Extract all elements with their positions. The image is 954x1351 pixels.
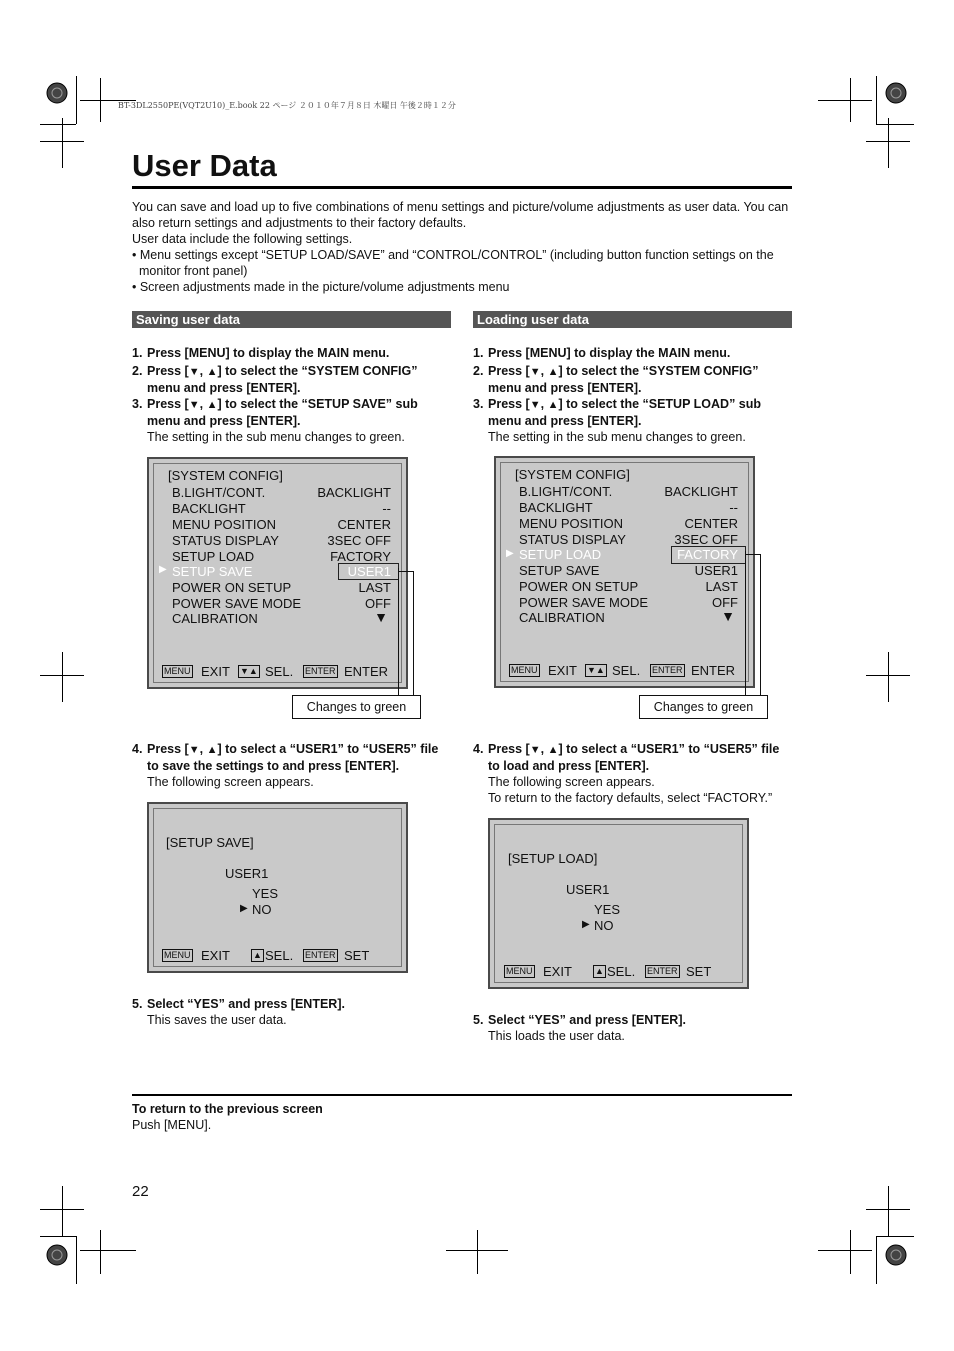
menu-value: FACTORY (330, 549, 391, 564)
menu-item: POWER SAVE MODE (172, 596, 302, 611)
sel-label: SEL. (265, 948, 294, 963)
confirm-title: [SETUP SAVE] (166, 835, 254, 850)
enter-label: ENTER (691, 663, 736, 678)
registration-circle-icon (885, 1244, 907, 1266)
menu-item: BACKLIGHT (172, 501, 246, 516)
menu-item-selected: SETUP LOAD (519, 547, 602, 562)
menu-item: SETUP LOAD (172, 549, 255, 564)
exit-label: EXIT (201, 948, 230, 963)
exit-label: EXIT (201, 664, 230, 679)
option-no: NO (252, 902, 272, 917)
cursor-icon: ▶ (506, 548, 514, 559)
exit-label: EXIT (548, 663, 577, 678)
page-number: 22 (132, 1183, 149, 1200)
callout-line (760, 554, 761, 695)
updown-key-icon: ▼▲ (587, 665, 605, 675)
load-step-5: 5. Select “YES” and press [ENTER]. This loads the user data. (473, 1013, 686, 1043)
down-arrow-icon: ▼ (188, 399, 200, 411)
screen-title: [SYSTEM CONFIG] (168, 468, 283, 483)
menu-item: MENU POSITION (519, 516, 624, 531)
down-arrow-icon: ▼ (529, 399, 541, 411)
menu-item: STATUS DISPLAY (519, 532, 626, 547)
up-arrow-icon: ▲ (547, 366, 559, 378)
enter-label: ENTER (344, 664, 389, 679)
callout-line (745, 554, 760, 555)
intro-paragraph: You can save and load up to five combinations of menu settings and picture/volume adjustments as user data. You can also return settings and adjustments to their factory defaults. (132, 200, 789, 230)
menu-value: OFF (365, 596, 391, 611)
title-rule (132, 186, 792, 189)
menu-item: MENU POSITION (172, 517, 277, 532)
menu-value: USER1 (694, 563, 738, 578)
page-title: User Data (132, 148, 277, 183)
save-menu-screen (147, 457, 408, 689)
menu-value: -- (382, 501, 391, 516)
save-confirm-screen (147, 802, 408, 973)
registration-circle-icon (46, 1244, 68, 1266)
menu-value: OFF (712, 595, 738, 610)
menu-item-selected: SETUP SAVE (172, 564, 253, 579)
enter-key-label: ENTER (647, 966, 678, 976)
menu-item: CALIBRATION (519, 610, 605, 625)
updown-key-icon: ▼▲ (240, 666, 258, 676)
menu-value: 3SEC OFF (327, 533, 391, 548)
up-arrow-icon: ▲ (547, 399, 559, 411)
menu-key-label: MENU (164, 666, 191, 676)
callout-line (398, 571, 413, 572)
save-step-3: 3. Press [▼, ▲] to select the “SETUP SAVE” sub menu and press [ENTER]. The setting in the sub menu changes to green. (132, 397, 418, 444)
set-label: SET (344, 948, 370, 963)
intro-bullet: • Screen adjustments made in the picture/volume adjustments menu (132, 280, 510, 294)
footer-rule (132, 1094, 792, 1096)
load-step-4: 4. Press [▼, ▲] to select a “USER1” to “USER5” file to load and press [ENTER]. The following screen appears. To return to the factory defaults, select “FACTORY.” (473, 742, 780, 805)
menu-item: SETUP SAVE (519, 563, 600, 578)
down-arrow-icon: ▼ (529, 366, 541, 378)
load-menu-screen (494, 456, 755, 688)
option-no: NO (594, 918, 614, 933)
down-arrow-icon: ▼ (188, 366, 200, 378)
load-confirm-screen (488, 818, 749, 989)
up-arrow-icon: ▲ (206, 399, 218, 411)
menu-key-label: MENU (164, 950, 191, 960)
section-heading-load: Loading user data (473, 311, 792, 328)
enter-key-label: ENTER (305, 950, 336, 960)
intro-paragraph: User data include the following settings. (132, 232, 353, 246)
menu-value: LAST (705, 579, 738, 594)
save-step-5: 5. Select “YES” and press [ENTER]. This saves the user data. (132, 997, 345, 1027)
exit-label: EXIT (543, 964, 572, 979)
menu-value: -- (729, 500, 738, 515)
option-yes: YES (594, 902, 621, 917)
menu-key-label: MENU (511, 665, 538, 675)
menu-item: CALIBRATION (172, 611, 258, 626)
save-callout: Changes to green (292, 695, 421, 719)
up-key-icon: ▲ (253, 950, 262, 960)
menu-item: B.LIGHT/CONT. (172, 485, 266, 500)
menu-item: B.LIGHT/CONT. (519, 484, 613, 499)
down-arrow-icon: ▼ (529, 744, 541, 756)
enter-key-label: ENTER (652, 665, 683, 675)
save-step-4: 4. Press [▼, ▲] to select a “USER1” to “USER5” file to save the settings to and press [ENTER]. The following screen appears. (132, 742, 439, 789)
confirm-title: [SETUP LOAD] (508, 851, 598, 866)
menu-value: BACKLIGHT (317, 485, 391, 500)
footer-heading: To return to the previous screen (132, 1102, 323, 1116)
file-name: USER1 (566, 882, 610, 897)
cursor-icon: ▶ (582, 919, 590, 930)
menu-value-selected: USER1 (347, 564, 391, 579)
up-arrow-icon: ▲ (547, 744, 559, 756)
menu-value: CENTER (337, 517, 391, 532)
callout-line (398, 568, 399, 695)
callout-line (413, 571, 414, 695)
up-key-icon: ▲ (595, 966, 604, 976)
menu-value: LAST (358, 580, 391, 595)
footer-text: Push [MENU]. (132, 1118, 212, 1132)
menu-item: POWER ON SETUP (519, 579, 639, 594)
section-heading-save: Saving user data (132, 311, 451, 328)
up-arrow-icon: ▲ (206, 366, 218, 378)
more-down-icon: ▼ (374, 609, 388, 625)
menu-item: POWER ON SETUP (172, 580, 292, 595)
load-step-3: 3. Press [▼, ▲] to select the “SETUP LOAD” sub menu and press [ENTER]. The setting in the sub menu changes to green. (473, 397, 762, 444)
print-header: BT-3DL2550PE(VQT2U10)_E.book 22 ページ ２０１０年７月８日 木曜日 午後２時１２分 (118, 101, 456, 110)
callout-line (745, 551, 746, 695)
option-yes: YES (252, 886, 279, 901)
more-down-icon: ▼ (721, 608, 735, 624)
save-step-2: 2. Press [▼, ▲] to select the “SYSTEM CONFIG” menu and press [ENTER]. (132, 364, 418, 395)
cursor-icon: ▶ (240, 903, 248, 914)
menu-value: BACKLIGHT (664, 484, 738, 499)
load-step-2: 2. Press [▼, ▲] to select the “SYSTEM CONFIG” menu and press [ENTER]. (473, 364, 759, 395)
sel-label: SEL. (607, 964, 636, 979)
screen-title: [SYSTEM CONFIG] (515, 467, 630, 482)
menu-value: 3SEC OFF (674, 532, 738, 547)
enter-key-label: ENTER (305, 666, 336, 676)
menu-item: STATUS DISPLAY (172, 533, 279, 548)
load-callout: Changes to green (639, 695, 768, 719)
intro-text (132, 199, 794, 295)
intro-bullet: • Menu settings except “SETUP LOAD/SAVE” and “CONTROL/CONTROL” (including button function settings on the monitor front panel) (132, 248, 774, 278)
sel-label: SEL. (612, 663, 641, 678)
file-name: USER1 (225, 866, 269, 881)
set-label: SET (686, 964, 712, 979)
menu-value: CENTER (684, 516, 738, 531)
registration-circle-icon (885, 82, 907, 104)
up-arrow-icon: ▲ (206, 744, 218, 756)
menu-item: BACKLIGHT (519, 500, 593, 515)
cursor-icon: ▶ (159, 564, 167, 575)
menu-key-label: MENU (506, 966, 533, 976)
menu-value-selected: FACTORY (677, 547, 738, 562)
down-arrow-icon: ▼ (188, 744, 200, 756)
menu-item: POWER SAVE MODE (519, 595, 649, 610)
sel-label: SEL. (265, 664, 294, 679)
load-step-1: 1. Press [MENU] to display the MAIN menu. (473, 346, 731, 360)
save-step-1: 1. Press [MENU] to display the MAIN menu. (132, 346, 390, 360)
registration-circle-icon (46, 82, 68, 104)
